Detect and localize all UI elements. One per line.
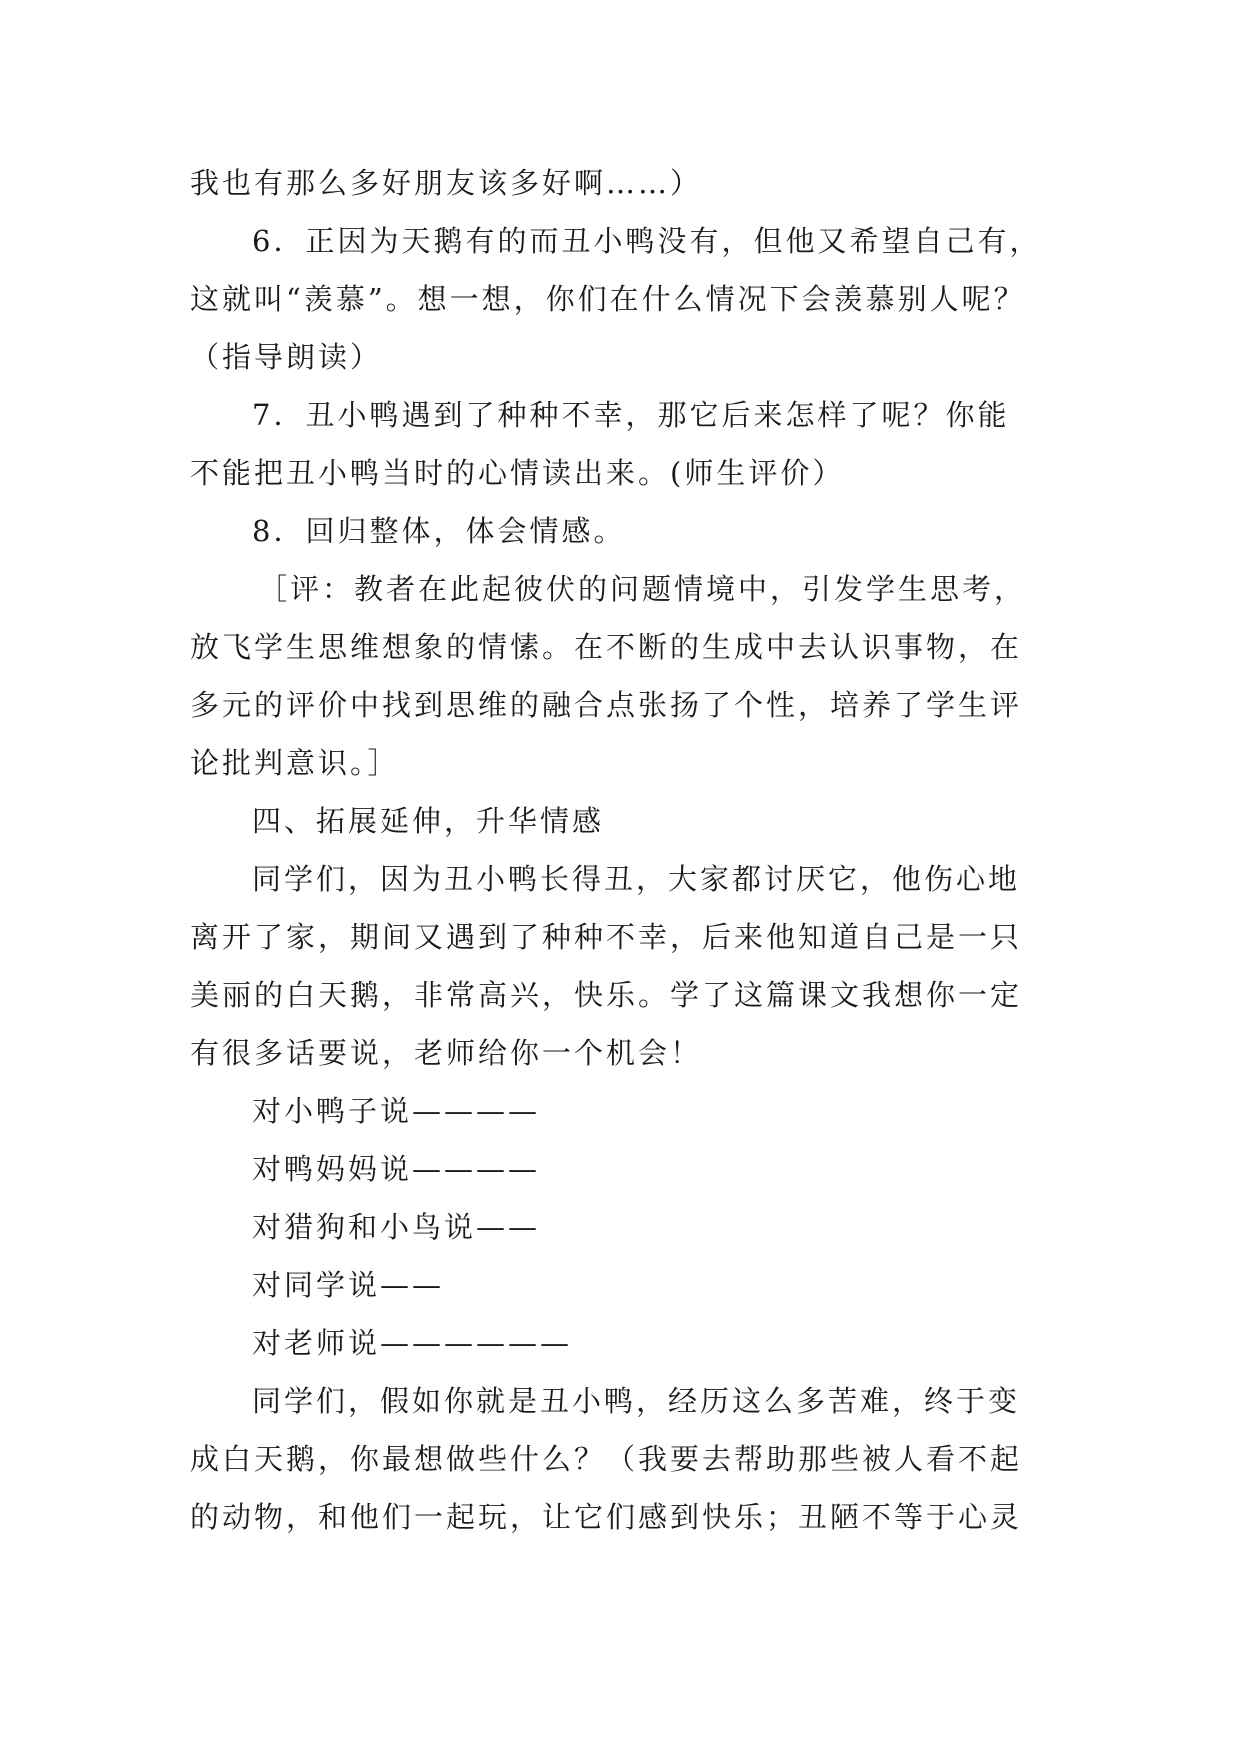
text-line: 同学们，假如你就是丑小鸭，经历这么多苦难，终于变 xyxy=(252,1384,1021,1418)
comment-line: 论批判意识。］ xyxy=(190,746,400,780)
prompt-line: 对小鸭子说———— xyxy=(252,1094,541,1128)
text-line: 这就叫“羡慕”。想一想，你们在什么情况下会羡慕别人呢？ xyxy=(190,282,1026,316)
text-line: 我也有那么多好朋友该多好啊……） xyxy=(190,166,703,200)
section-heading: 四、拓展延伸，升华情感 xyxy=(252,804,605,838)
text-line: 美丽的白天鹅，非常高兴，快乐。学了这篇课文我想你一定 xyxy=(190,978,1023,1012)
prompt-line: 对猎狗和小鸟说—— xyxy=(252,1210,541,1244)
text-line: 不能把丑小鸭当时的心情读出来。(师生评价） xyxy=(190,456,845,490)
text-line: 8．回归整体，体会情感。 xyxy=(252,514,626,548)
comment-line: 放飞学生思维想象的情愫。在不断的生成中去认识事物，在 xyxy=(190,630,1023,664)
text-line: 的动物，和他们一起玩，让它们感到快乐；丑陋不等于心灵 xyxy=(190,1500,1023,1534)
document-body xyxy=(190,154,1070,1546)
text-line: 有很多话要说，老师给你一个机会！ xyxy=(190,1036,703,1070)
text-line: 7．丑小鸭遇到了种种不幸，那它后来怎样了呢？你能 xyxy=(252,398,1010,432)
text-line: 成白天鹅，你最想做些什么？（我要去帮助那些被人看不起 xyxy=(190,1442,1023,1476)
comment-line: 多元的评价中找到思维的融合点张扬了个性，培养了学生评 xyxy=(190,688,1023,722)
text-line: 6．正因为天鹅有的而丑小鸭没有，但他又希望自己有， xyxy=(252,224,1042,258)
text-line: 离开了家，期间又遇到了种种不幸，后来他知道自己是一只 xyxy=(190,920,1023,954)
prompt-line: 对同学说—— xyxy=(252,1268,445,1302)
prompt-line: 对鸭妈妈说———— xyxy=(252,1152,541,1186)
text-line: 同学们，因为丑小鸭长得丑，大家都讨厌它，他伤心地 xyxy=(252,862,1021,896)
prompt-line: 对老师说—————— xyxy=(252,1326,573,1360)
text-line: （指导朗读） xyxy=(190,340,383,374)
comment-line: ［评：教者在此起彼伏的问题情境中，引发学生思考， xyxy=(258,572,1027,606)
